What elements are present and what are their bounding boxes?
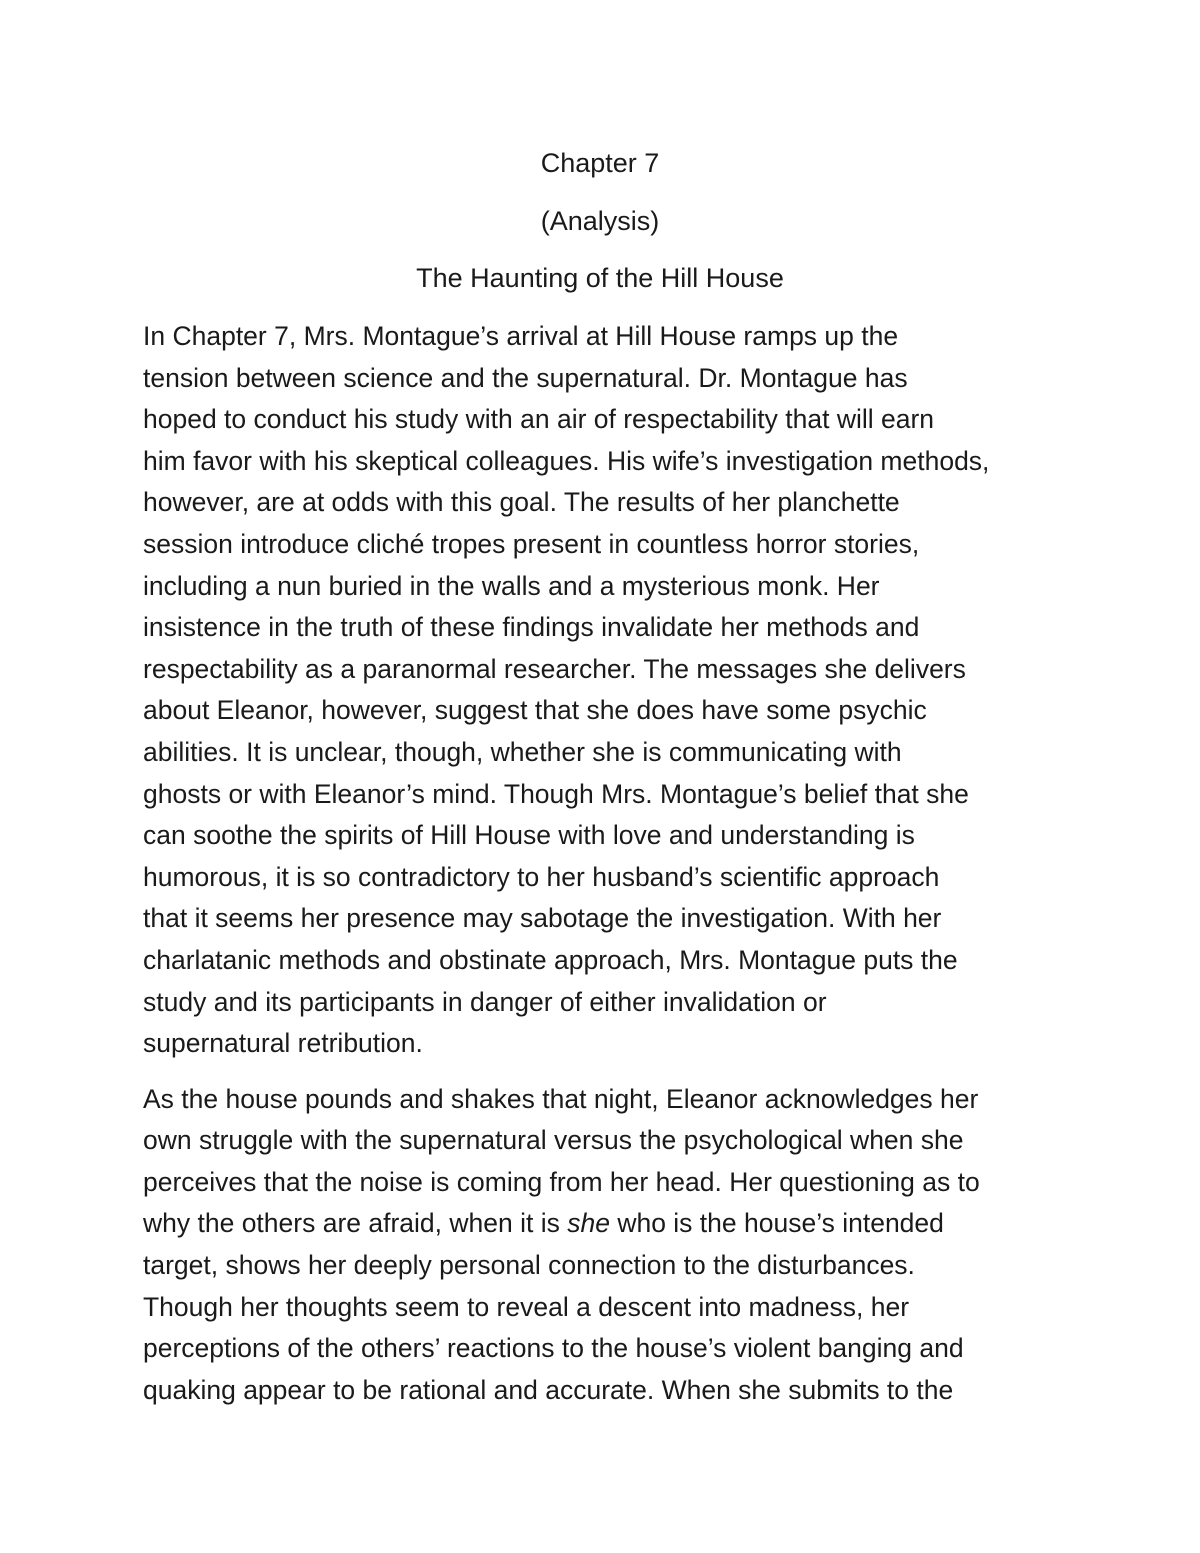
paragraph-1 <box>143 316 1063 1065</box>
text-line: abilities. It is unclear, though, whether she is communicating with <box>143 736 902 767</box>
text-line-with-emphasis <box>143 1203 1063 1245</box>
text-line: ghosts or with Eleanor’s mind. Though Mrs. Montague’s belief that she <box>143 778 969 809</box>
text-line: hoped to conduct his study with an air of respectability that will earn <box>143 404 935 435</box>
text-line: Though her thoughts seem to reveal a descent into madness, her <box>143 1291 910 1322</box>
text-line: that it seems her presence may sabotage the investigation. With her <box>143 903 942 934</box>
text-line: about Eleanor, however, suggest that she does have some psychic <box>143 695 927 726</box>
text-line: perceptions of the others’ reactions to the house’s violent banging and <box>143 1333 964 1364</box>
text-line: insistence in the truth of these findings invalidate her methods and <box>143 612 920 643</box>
text-line: charlatanic methods and obstinate approach, Mrs. Montague puts the <box>143 944 958 975</box>
text-line: tension between science and the supernatural. Dr. Montague has <box>143 362 908 393</box>
text-segment: who is the house’s intended <box>609 1208 944 1239</box>
text-line: quaking appear to be rational and accurate. When she submits to the <box>143 1374 954 1405</box>
text-line: In Chapter 7, Mrs. Montague’s arrival at Hill House ramps up the <box>143 321 899 351</box>
chapter-heading: Chapter 7 <box>540 148 660 178</box>
text-line: own struggle with the supernatural versus the psychological when she <box>143 1125 964 1156</box>
text-line: however, are at odds with this goal. The results of her planchette <box>143 487 900 518</box>
text-line: including a nun buried in the walls and a mysterious monk. Her <box>143 570 880 601</box>
text-line: respectability as a paranormal researcher. The messages she delivers <box>143 653 966 684</box>
text-line: target, shows her deeply personal connection to the disturbances. <box>143 1250 915 1281</box>
document-body <box>143 316 1063 1411</box>
text-line: humorous, it is so contradictory to her husband’s scientific approach <box>143 861 940 892</box>
book-title: The Haunting of the Hill House <box>416 263 784 293</box>
text-line: him favor with his skeptical colleagues. His wife’s investigation methods, <box>143 445 990 476</box>
text-segment: why the others are afraid, when it is <box>143 1208 568 1239</box>
emphasized-word: she <box>567 1208 610 1239</box>
text-line: As the house pounds and shakes that night, Eleanor acknowledges her <box>143 1083 979 1114</box>
text-line: study and its participants in danger of either invalidation or <box>143 986 827 1017</box>
text-line: can soothe the spirits of Hill House with love and understanding is <box>143 820 915 851</box>
analysis-subheading: (Analysis) <box>540 206 660 236</box>
text-line: supernatural retribution. <box>143 1028 423 1059</box>
text-line: perceives that the noise is coming from her head. Her questioning as to <box>143 1166 980 1197</box>
paragraph-2 <box>143 1079 1063 1412</box>
text-line: session introduce cliché tropes present in countless horror stories, <box>143 528 920 559</box>
